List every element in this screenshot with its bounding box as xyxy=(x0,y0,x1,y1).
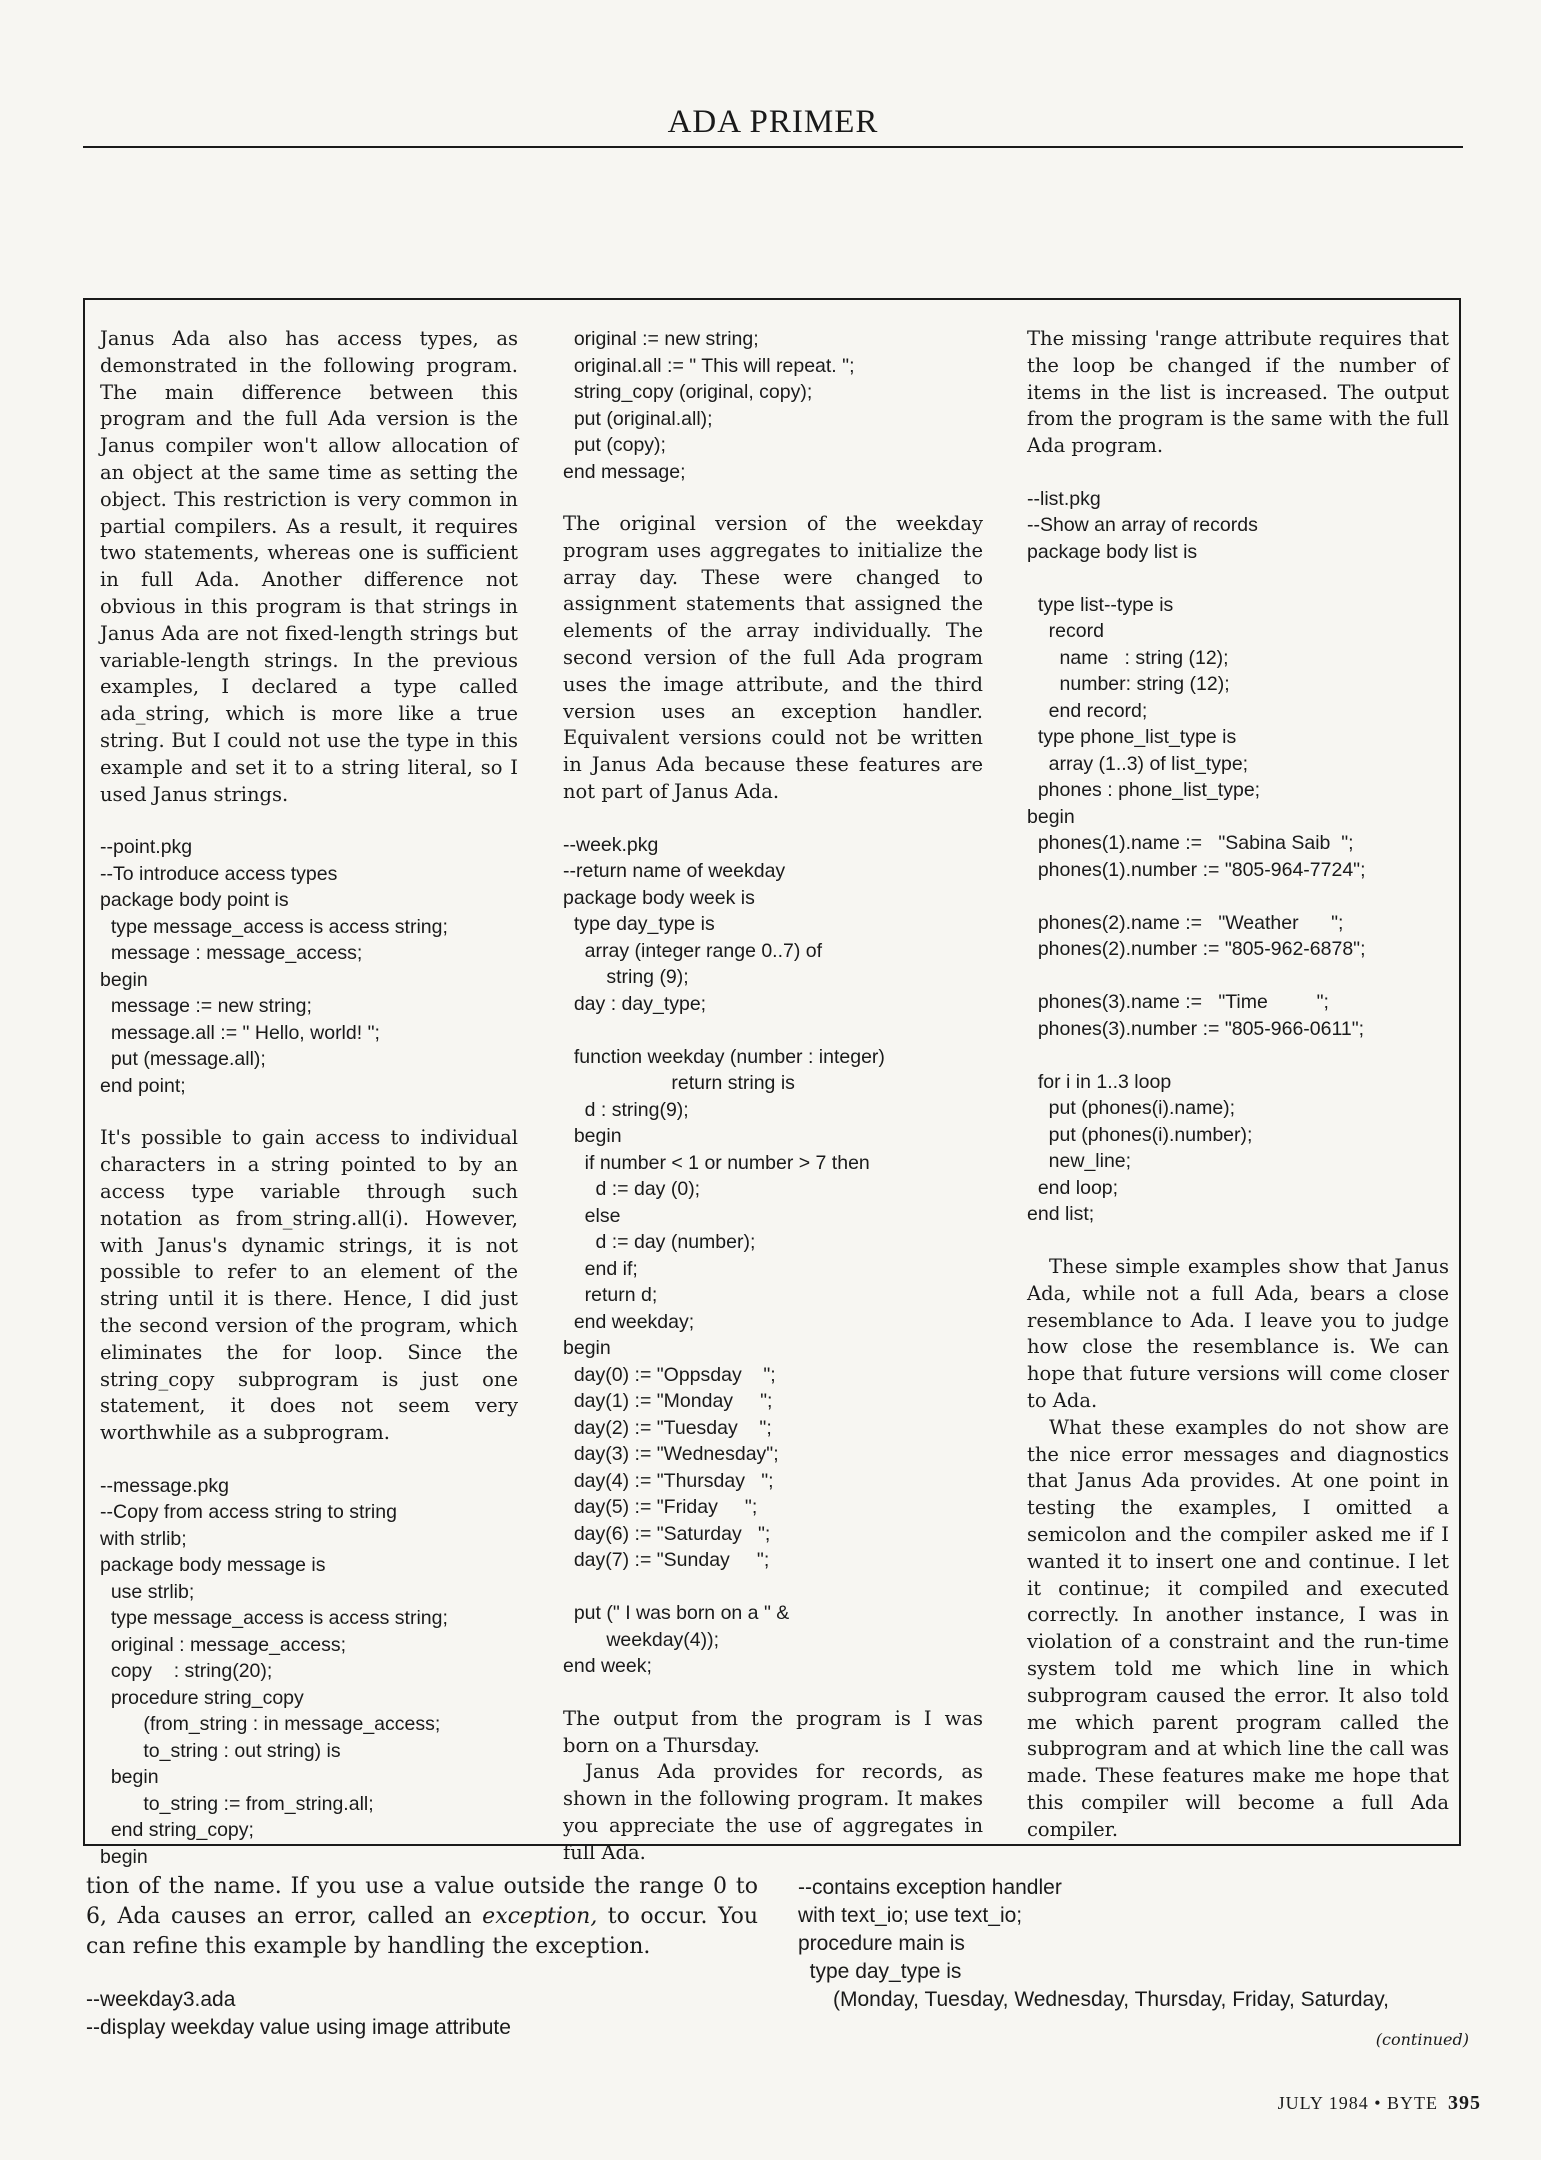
col3-paragraph-2: These simple examples show that Janus Ada, while not a full Ada, bears a close resemblance to Ada. I leave you to judge how close the resemblance is. We can hope that future versions will come closer to Ada. xyxy=(1027,1254,1449,1412)
header-rule xyxy=(83,146,1463,148)
bottom-left-text-2: to occur. You can refine this example by handling the exception. xyxy=(86,1904,758,1959)
col2-paragraph-2: The output from the program is I was born on a Thursday. xyxy=(563,1706,983,1757)
col2-code-week-pkg: --week.pkg --return name of weekday package body week is type day_type is array (integer range 0..7) of string (9); day : day_type; function weekday (number : integer) return string is d : string(9); begin if number < 1 or number > 7 then d := day (0); else d := day (number); end if; return d; end weekday; begin day(0) := "Oppsday "; day(1) := "Monday "; day(2) := "Tuesday "; day(3) := "Wednesday"; day(4) := "Thursday "; day(5) := "Friday "; day(6) := "Saturday "; day(7) := "Sunday "; put (" I was born on a " & weekday(4)); end week; xyxy=(563,833,885,1678)
col3-paragraph-1: The missing 'range attribute requires that the loop be changed if the number of items in the list is increased. The output from the program is the same with the full Ada program. xyxy=(1027,327,1449,458)
column-3 xyxy=(1027,326,1449,1844)
page-footer xyxy=(1278,2092,1481,2115)
col1-paragraph-2: It's possible to gain access to individual characters in a string pointed to by an access type variable through such notation as from_string.all(i). However, with Janus's dynamic strings, it is not possible to refer to an element of the string until it is there. Hence, I did just the second version of the program, which eliminates the for loop. Since the string_copy subprogram is just one statement, it does not seem very worthwhile as a subprogram. xyxy=(100,1126,518,1445)
column-1 xyxy=(100,326,518,1870)
col1-code-message-pkg: --message.pkg --Copy from access string to string with strlib; package body message is use strlib; type message_access is access string; original : message_access; copy : string(20); procedure string_copy (from_string : in message_access; to_string : out string) is begin to_string := from_string.all; end string_copy; begin xyxy=(100,1474,448,1868)
column-2 xyxy=(563,326,983,1867)
continued-label: (continued) xyxy=(1375,2030,1469,2049)
exception-handler-code: --contains exception handler with text_io; use text_io; procedure main is type day_type is (Monday, Tuesday, Wednesday, Thursday, Friday, Saturday, xyxy=(798,1876,1389,2011)
col1-paragraph-1: Janus Ada also has access types, as demonstrated in the following program. The main difference between this program and the full Ada version is the Janus compiler won't allow allocation of an object at the same time as setting the object. This restriction is very common in partial compilers. As a result, it requires two statements, whereas one is sufficient in full Ada. Another difference not obvious in this program is that strings in Janus Ada are not fixed-length strings but variable-length strings. In the previous examples, I declared a type called ada_string, which is more like a true string. But I could not use the type in this example and set it to a string literal, so I used Janus strings. xyxy=(100,327,518,806)
col2-paragraph-1: The original version of the weekday program uses aggregates to initialize the array day. These were changed to assignment statements that assigned the elements of the array individually. The second version of the full Ada program uses the image attribute, and the third version uses an exception handler. Equivalent versions could not be written in Janus Ada because these features are not part of Janus Ada. xyxy=(563,512,983,803)
exception-emphasis: exception, xyxy=(482,1904,598,1929)
page-number: 395 xyxy=(1448,2092,1481,2114)
col2-code-message-end: original := new string; original.all := " This will repeat. "; string_copy (original, copy); put (original.all); put (copy); end message; xyxy=(563,328,855,483)
col3-code-list-pkg: --list.pkg --Show an array of records package body list is type list--type is record name : string (12); number: string (12); end record; type phone_list_type is array (1..3) of list_type; phones : phone_list_type; begin phones(1).name := "Sabina Saib "; phones(1).number := "805-964-7724"; phones(2).name := "Weather "; phones(2).number := "805-962-6878"; phones(3).name := "Time "; phones(3).number := "805-966-0611"; for i in 1..3 loop put (phones(i).name); put (phones(i).number); new_line; end loop; end list; xyxy=(1027,487,1366,1226)
page-title: ADA PRIMER xyxy=(667,104,879,140)
bottom-left-code: --weekday3.ada --display weekday value using image attribute xyxy=(86,1988,511,2039)
col2-paragraph-3: Janus Ada provides for records, as shown in the following program. It makes you appreciate the use of aggregates in full Ada. xyxy=(563,1760,983,1864)
col3-paragraph-3: What these examples do not show are the nice error messages and diagnostics that Janus Ada provides. At one point in testing the examples, I omitted a semicolon and the compiler asked me if I wanted it to insert one and continue. I let it continue; it compiled and executed correctly. In another instance, I was in violation of a constraint and the run-time system told me which line in which subprogram caused the error. It also told me which parent program called the subprogram and at which line the call was made. These features make me hope that this compiler will become a full Ada compiler. xyxy=(1027,1415,1449,1841)
footer-date: JULY 1984 • BYTE xyxy=(1277,2093,1438,2113)
bottom-left-text xyxy=(86,1872,758,2042)
col1-code-point-pkg: --point.pkg --To introduce access types package body point is type message_access is access string; message : message_access; begin message := new string; message.all := " Hello, world! "; put (message.all); end point; xyxy=(100,836,448,1097)
bottom-right-code xyxy=(798,1874,1488,2014)
bottom-left-text-1: tion of the name. If you use a value outside the range 0 to 6, Ada causes an error, called an xyxy=(86,1874,758,1929)
